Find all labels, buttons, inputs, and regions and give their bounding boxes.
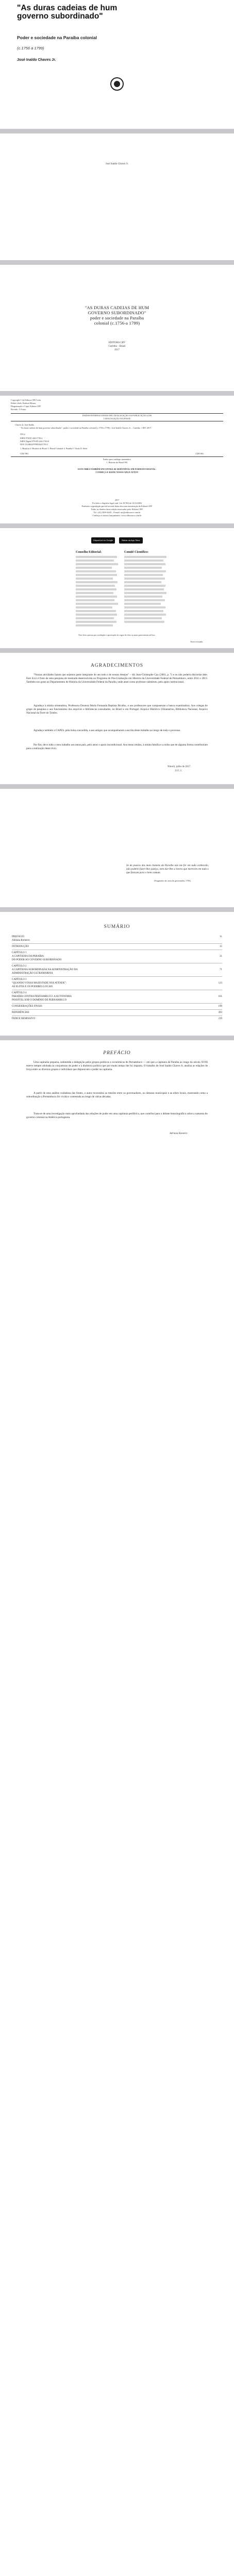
contents-row	[12, 995, 222, 998]
contents-row-label: A CAPITANIA DA PARAÍBA:	[12, 955, 45, 958]
contents-row-page: 11	[220, 936, 222, 938]
acknowledgements-place-date: Niterói, julho de 2017.	[168, 766, 191, 768]
contents-divider	[12, 1015, 222, 1016]
contents-row	[12, 952, 222, 955]
catalog-doi: DOI 10.24824/978854441739.4	[20, 443, 48, 446]
catalog-subtitle: CATALOGAÇÃO NA FONTE	[103, 417, 131, 420]
catalog-isbn: ISBN 978-85-444-1739-4	[20, 437, 43, 439]
preface-paragraph-3: Trata-se de uma investigação mais aprofundada das relações de poder em uma capitania periférica, que contribui para o debate historiográfico sobre a natureza do governo colonial na América portuguesa.	[26, 1112, 208, 1119]
title-publisher: EDITORA CRV	[108, 342, 126, 344]
acknowledgements-paragraph-1: "Nossas atividades fazem que sejamos parte integrante de um todo e de nossos desejos" – diz Jean-Christophe Gay (2001, p. 7) e eu não poderia discordar dele. Este livro é fruto de uma pesquisa de mestrado desenvolvida no Programa de Pós-Graduação em História da Universidade Federal de Pernambuco, entre 2011 e 2013. Também sou grato ao Departamento de História da Universidade Federal da Paraíba, onde atuei como professor substituto, pelo apoio institucional.	[26, 673, 208, 684]
title-line-4: colonial (c.1756-a 1799)	[94, 320, 140, 326]
acknowledgements-heading: AGRADECIMENTOS	[91, 663, 143, 668]
epigraph-source: (Fragmento de carta do governador, 1758)	[154, 879, 191, 882]
catalog-index: Índice para catálogo sistemático	[103, 458, 131, 461]
catalog-index-item: 1. História do Brasil 981	[106, 461, 128, 464]
contents-row	[12, 999, 222, 1002]
contents-row-label: AS ELITES E OS PODERES LOCAIS	[12, 986, 53, 988]
contents-row	[12, 965, 222, 968]
contents-row	[12, 1011, 222, 1014]
boards-page	[5, 528, 229, 648]
publisher-logo-icon	[110, 77, 124, 91]
catalog-author: Chaves Jr, José Inaldo	[15, 423, 35, 426]
catalog-subjects: 1. História 2. História do Brasil 3. Brasil Colonial 4. Paraíba I. Título II. Série	[20, 447, 88, 450]
footer-year: 2017	[114, 499, 120, 501]
preface-paragraph-2: A partir de uma análise cuidadosa das fontes, o autor reconstitui as tensões entre os governadores, as câmaras municipais e as elites locais, mostrando como a subordinação a Pernambuco foi vivida e contestada ao longo de várias décadas.	[26, 1092, 208, 1098]
title-city: Curitiba – Brasil	[108, 345, 126, 348]
contents-row-label: CONSIDERAÇÕES FINAIS	[12, 1005, 42, 1008]
contents-row-label: "QUANDO VOSSA MAJESTADE NOS ATENDE":	[12, 982, 67, 985]
contents-heading: SUMÁRIO	[104, 924, 130, 929]
contents-divider	[12, 1009, 222, 1010]
rights-line: ESTA OBRA TAMBÉM ENCONTRA-SE DISPONÍVEL EM FORMATO DIGITAL.	[78, 468, 156, 470]
cover-page	[5, 0, 229, 129]
diagramacao: Diagramação e Capa: Editora CRV	[11, 405, 41, 408]
contents-row	[12, 1018, 222, 1021]
contents-row	[12, 936, 222, 939]
footer-web: Conheça os nossos lançamentos: www.editoracrv.com.br	[92, 514, 142, 517]
acknowledgements-paragraph-3: Agradeço também a CAPES, pela bolsa concedida, e aos amigos que acompanharam a escrita deste trabalho ao longo de todo o processo.	[34, 729, 181, 732]
catalog-cdd: CDD 981	[195, 452, 204, 455]
cover-title: "As duras cadeias de hum governo subordinado"	[17, 4, 118, 21]
footer-rights: Todos os direitos desta edição reservados pela: Editora CRV	[91, 508, 143, 511]
half-title-author: José Inaldo Chaves Jr.	[105, 163, 129, 165]
cover-years: (c.1756 a 1799)	[17, 46, 44, 50]
contents-row-label: POSSÍVEL SOB O DOMÍNIO DE PERNAMBUCO	[12, 999, 67, 1002]
contents-divider	[12, 1003, 222, 1004]
comite-cientifico-heading: Comitê Científico:	[124, 551, 149, 554]
acknowledgements-paragraph-2: Agradeço à minha orientadora, Professora Doutora Maria Fernanda Baptista Bicalho, e aos professores que compuseram a banca examinadora. Aos colegas do grupo de pesquisa e aos funcionários dos arquivos e bibliotecas consultados, no Brasil e em Portugal: Arquivo Histórico Ultramarino, Biblioteca Nacional, Arquivo Nacional da Torre do Tombo.	[26, 704, 208, 715]
acknowledgements-signature: J.I.C.J.	[175, 770, 182, 772]
title-page	[5, 265, 229, 391]
catalog-cdu: CDU 981	[20, 452, 29, 455]
catalog-pages: 222 p.	[20, 433, 26, 435]
cover-subtitle: Poder e sociedade na Paraíba colonial	[17, 35, 97, 40]
contents-row	[12, 1005, 222, 1008]
google-play-badge[interactable]: Disponível no Google Play	[91, 537, 115, 544]
title-line-2: GOVERNO SUBORDINADO"	[88, 310, 146, 315]
copyright-line: Copyright © da Editora CRV Ltda.	[11, 399, 41, 401]
catalog-title: DADOS INTERNACIONAIS DE CATALOGAÇÃO NA PUBLICAÇÃO (CIP)	[82, 414, 152, 417]
contents-row-page: 113	[218, 982, 222, 985]
title-line-3: poder e sociedade na Paraíba	[90, 315, 144, 320]
contents-row-label: CAPÍTULO 2	[12, 965, 27, 968]
contents-row	[12, 992, 222, 995]
contents-row	[12, 945, 222, 948]
contents-row	[12, 982, 222, 985]
catalog-isbn-digital: ISBN Digital 978-85-444-1740-0	[20, 440, 49, 443]
contents-row-label: CAPÍTULO 4	[12, 992, 27, 994]
contents-row-label: ÍNDICE REMISSIVO	[12, 1018, 36, 1020]
rights-line-2: CONHEÇA E BAIXE NOSSO APLICATIVO!	[95, 471, 139, 473]
footer-contact: Tel.: (41) 3039-6418 – E-mail: sac@editoracrv.com.br	[93, 511, 141, 514]
contents-row-label: A CAPITANIA SUBORDINADA NA ADMINISTRAÇÃO DA	[12, 969, 78, 971]
title-year: 2017	[114, 349, 120, 351]
contents-row-label: Adriana Romeiro	[12, 939, 30, 942]
review-cite: Texto revisado.	[190, 640, 204, 643]
catalog-body: "As duras cadeias de hum governo subordinado": poder e sociedade na Paraíba colonial (c.1756 a 1799) / José Inaldo Chaves Jr. – Curitiba : CRV, 2017.	[20, 427, 152, 429]
contents-row-page: 203	[218, 1011, 222, 1014]
editor-chefe: Editor-chefe: Railson Moura	[11, 402, 36, 404]
preface-signature: Adriana Romeiro	[170, 1132, 188, 1135]
contents-row	[12, 972, 222, 975]
contents-row-label: REFERÊNCIAS	[12, 1011, 29, 1014]
preface-paragraph-1: Uma capitania pequena, submetida a delegação pelos grupos políticos e econômicos de Pernambuco — em que a capitania da Paraíba ao longo do século XVIII esteve sempre alinhada às conjunturas de poder e à dinâmica política que por muito tempo lhe foi imposta. O trabalho de José Inaldo Chaves Jr. analisa as relações de força entre os diversos grupos e indivíduos que disputavam o poder na capitania.	[26, 1061, 208, 1071]
preface-page	[5, 1040, 229, 2576]
epigraph-page	[5, 789, 229, 907]
title-line-1: "AS DURAS CADEIAS DE HUM	[85, 305, 149, 310]
cover-author: José Inaldo Chaves Jr.	[17, 58, 56, 62]
contents-row-page: 219	[218, 1018, 222, 1020]
contents-row-page: 199	[218, 1005, 222, 1008]
contents-divider	[12, 976, 222, 977]
contents-row-label: PARAÍBA CONTRA PERNAMBUCO: A AUTONOMIA	[12, 995, 72, 998]
contents-row	[12, 959, 222, 962]
contents-row-label: CAPÍTULO 3	[12, 978, 27, 981]
contents-row	[12, 969, 222, 972]
footer-prohibited: Proibida a reprodução parcial ou total desta obra sem autorização da Editora CRV	[81, 505, 153, 507]
half-title-page	[5, 133, 229, 260]
contents-row	[12, 978, 222, 981]
acknowledgements-page	[5, 653, 229, 784]
contents-row-page: 15	[220, 945, 222, 948]
contents-row-label: PREFÁCIO	[12, 936, 25, 938]
contents-row	[12, 986, 222, 989]
review-note: Este livro passou por avaliação e aprovação às cegas de dois ou mais pareceristas ad hoc.	[78, 634, 156, 636]
contents-page	[5, 912, 229, 1036]
contents-row-page: 161	[218, 995, 222, 998]
epigraph-quote: Se de poucos dos mais homens da Paraíba não me for em tudo conhecido, não poderei fazer-lhes justiça, nem dar-lhes a honra que merecem em tudo o que fizeram para o bem comum.	[126, 864, 209, 874]
contents-divider	[12, 943, 222, 944]
contents-row	[12, 939, 222, 942]
contents-row-label: INTRODUÇÃO	[12, 945, 29, 948]
footer-legal: Foi feito o depósito legal conf. Lei 10.994 de 14/12/2004	[92, 502, 142, 504]
contents-row-page: 31	[220, 955, 222, 958]
acknowledgements-paragraph-4: Por fim, devo todo o meu trabalho aos meus pais, pelo amor e apoio incondicional. Aos meus irmãos, à minha família e a todos que de alguma forma contribuíram para a realização deste livro.	[26, 743, 208, 750]
app-store-badge[interactable]: Baixar na App Store	[119, 537, 143, 544]
revisao: Revisão: O Autor	[11, 408, 26, 411]
contents-row-page: 71	[220, 969, 222, 971]
contents-row-label: CAPÍTULO 1	[12, 952, 27, 954]
contents-row-label: DO PODER AO GOVERNO SUBORDINADO	[12, 959, 62, 961]
copyright-page	[5, 396, 229, 523]
contents-row-label: ADMINISTRAÇÃO ULTRAMARINA	[12, 972, 53, 975]
preface-heading: PREFÁCIO	[103, 1050, 131, 1056]
conselho-editorial-heading: Conselho Editorial:	[76, 551, 102, 554]
contents-row	[12, 955, 222, 958]
